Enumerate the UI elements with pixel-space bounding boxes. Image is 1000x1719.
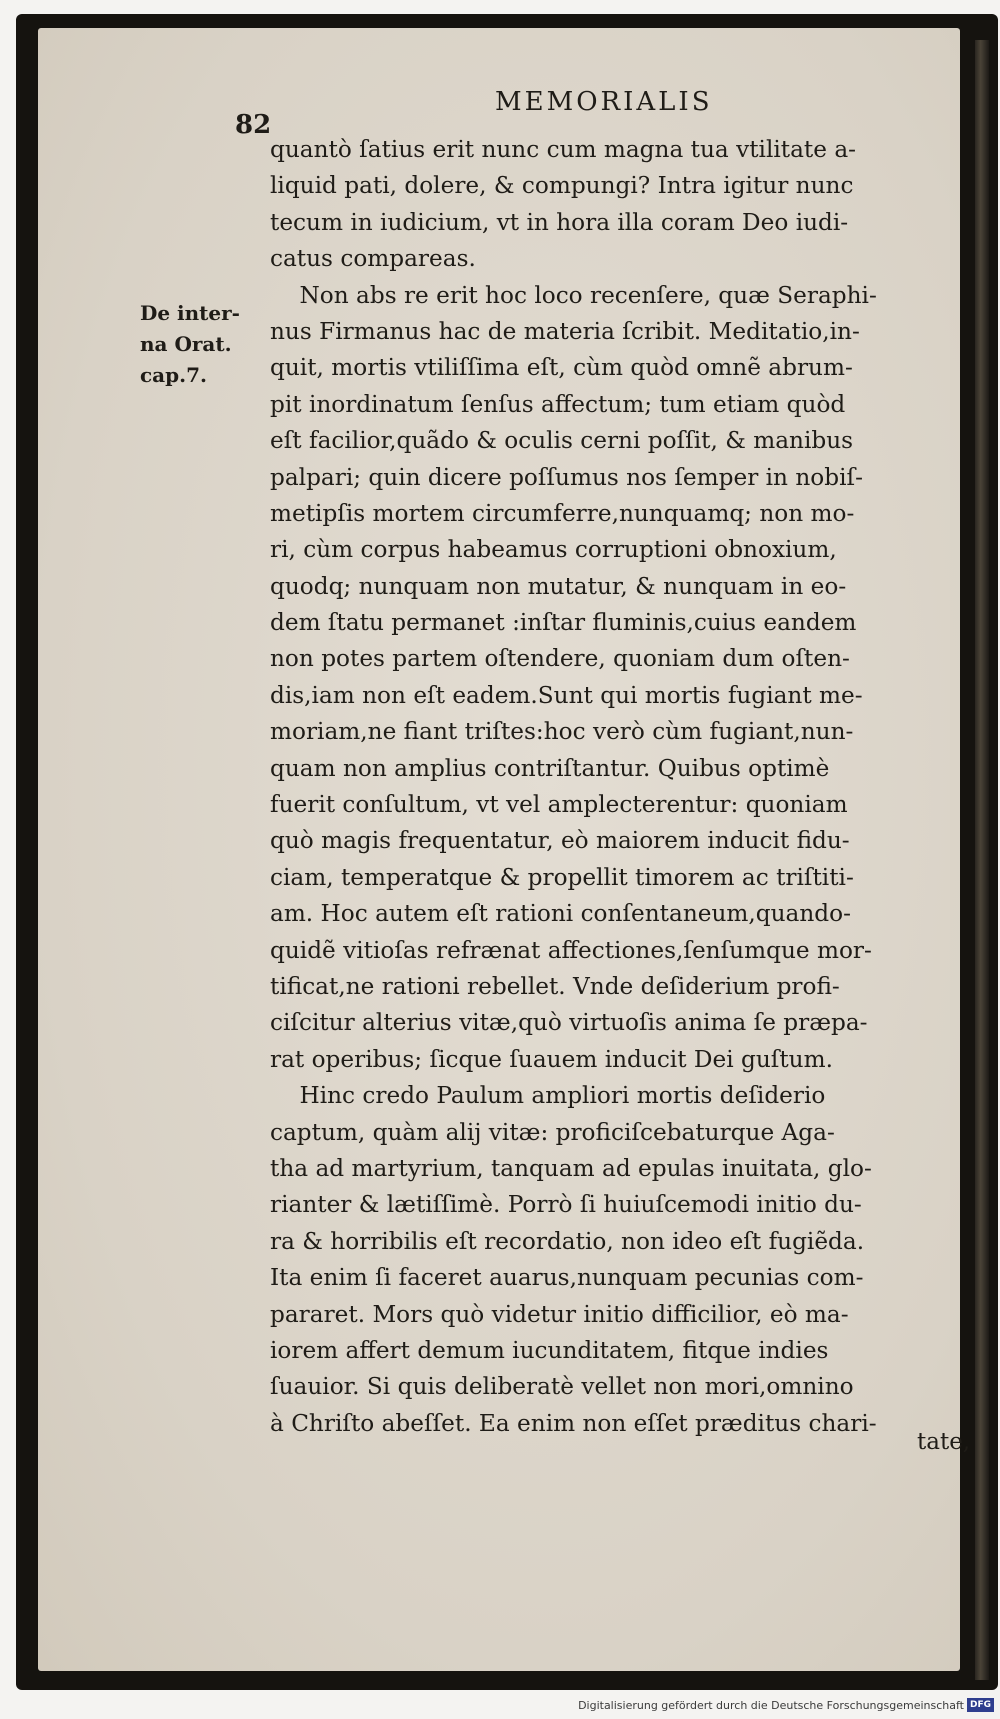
text-line: moriam,ne fiant triſtes:hoc verò cùm fugiant,nun- bbox=[270, 718, 854, 746]
text-line: non potes partem oſtendere, quoniam dum oſten- bbox=[270, 645, 850, 673]
text-line: quantò ſatius erit nunc cum magna tua vtilitate a- bbox=[270, 136, 856, 163]
running-head: MEMORIALIS bbox=[495, 87, 713, 117]
text-line: ciam, temperatque & propellit timorem ac triſtiti- bbox=[270, 863, 854, 891]
text-line: quidẽ vitioſas refrænat affectiones,ſenſumque mor- bbox=[270, 936, 872, 964]
text-line: dis,iam non eſt eadem.Sunt qui mortis fugiant me- bbox=[270, 681, 863, 709]
margin-note-line: cap.7. bbox=[140, 363, 207, 387]
text-line: tecum in iudicium, vt in hora illa coram Deo iudi- bbox=[270, 208, 849, 236]
page-edges bbox=[975, 40, 989, 1680]
text-line: pararet. Mors quò videtur initio difficilior, eò ma- bbox=[270, 1300, 849, 1328]
catchword: tate, bbox=[917, 1429, 971, 1455]
text-line: quò magis frequentatur, eò maiorem inducit fidu- bbox=[270, 827, 850, 855]
text-line: quodq; nunquam non mutatur, & nunquam in eo- bbox=[270, 572, 847, 600]
text-line: am. Hoc autem eſt rationi conſentaneum,quando- bbox=[270, 900, 851, 928]
text-line: liquid pati, dolere, & compungi? Intra igitur nunc bbox=[270, 172, 854, 200]
text-line: iorem affert demum iucunditatem, fitque indies bbox=[270, 1336, 829, 1364]
text-line: palpari; quin dicere poſſumus nos ſemper in nobiſ- bbox=[270, 463, 863, 491]
margin-note bbox=[140, 298, 275, 391]
text-line: metipſis mortem circumferre,nunquamq; non mo- bbox=[270, 499, 855, 527]
text-line: ſuauior. Si quis deliberatè vellet non mori,omnino bbox=[270, 1373, 854, 1401]
dfg-logo: DFG bbox=[967, 1698, 994, 1712]
text-line: fuerit conſultum, vt vel amplecterentur: quoniam bbox=[270, 791, 848, 819]
text-line: tha ad martyrium, tanquam ad epulas inuitata, glo- bbox=[270, 1154, 872, 1182]
text-line: ra & horribilis eſt recordatio, non ideo eſt fugiẽda. bbox=[270, 1227, 865, 1255]
text-line: nus Firmanus hac de materia ſcribit. Meditatio,in- bbox=[270, 317, 860, 345]
text-line: à Chriſto abeſſet. Ea enim non eſſet præditus chari- bbox=[270, 1409, 877, 1437]
text-line: Hinc credo Paulum ampliori mortis deſiderio bbox=[270, 1082, 826, 1110]
text-line: pit inordinatum ſenſus affectum; tum etiam quòd bbox=[270, 390, 846, 418]
text-line: dem ſtatu permanet :inſtar fluminis,cuius eandem bbox=[270, 609, 857, 637]
body-text bbox=[270, 132, 965, 1442]
digitization-credit: Digitalisierung gefördert durch die Deutsche Forschungsgemeinschaft bbox=[578, 1699, 964, 1712]
text-line: ciſcitur alterius vitæ,quò virtuoſis anima ſe præpa- bbox=[270, 1009, 868, 1037]
page-number: 82 bbox=[235, 110, 272, 140]
text-line: tificat,ne rationi rebellet. Vnde deſiderium profi- bbox=[270, 972, 840, 1000]
margin-note-line: De inter- bbox=[140, 301, 240, 325]
text-line: rat operibus; ſicque ſuauem inducit Dei guſtum. bbox=[270, 1045, 833, 1073]
text-line: eſt facilior,quãdo & oculis cerni poſſit, & manibus bbox=[270, 427, 854, 455]
text-line: rianter & lætiſſimè. Porrò ſi huiuſcemodi initio du- bbox=[270, 1191, 862, 1219]
text-line: Ita enim ſi faceret auarus,nunquam pecunias com- bbox=[270, 1264, 864, 1292]
text-line: quam non amplius contriſtantur. Quibus optimè bbox=[270, 754, 830, 782]
text-line: captum, quàm alij vitæ: proficiſcebaturque Aga- bbox=[270, 1118, 835, 1146]
text-line: ri, cùm corpus habeamus corruptioni obnoxium, bbox=[270, 536, 837, 564]
text-line: catus compareas. bbox=[270, 245, 476, 273]
text-line: quit, mortis vtiliſſima eſt, cùm quòd omnẽ abrum- bbox=[270, 354, 853, 382]
text-line: Non abs re erit hoc loco recenſere, quæ Seraphi- bbox=[270, 281, 877, 309]
margin-note-line: na Orat. bbox=[140, 332, 232, 356]
